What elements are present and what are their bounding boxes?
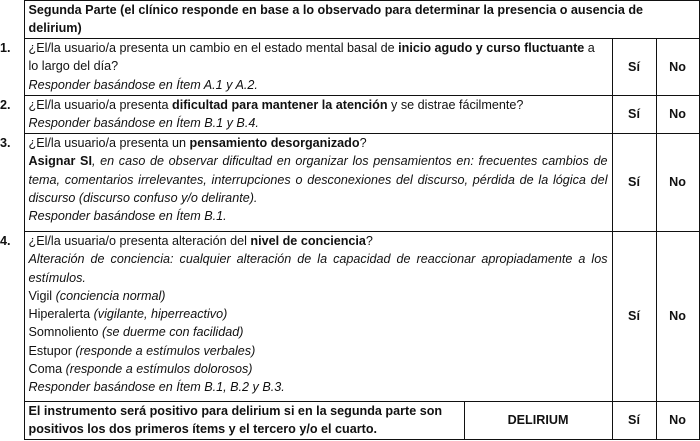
result-no-cell[interactable]: No <box>656 402 699 440</box>
question-keyword: dificultad para mantener la atención <box>172 98 388 112</box>
item-instruction: Responder basándose en Ítem B.1, B.2 y B.3. <box>28 380 285 395</box>
item-number: 4. <box>0 232 24 402</box>
assign-note: Asignar SI, en caso de observar dificultad en organizar los pensamientos en: frecuentes cambios de tema, comentarios irrelevantes, interrupciones o desconexiones del discurso, pérdida de la lógica del discurso (discurso confuso y/o delirante). <box>28 154 608 205</box>
item-instruction: Responder basándose en Ítem A.1 y A.2. <box>28 77 258 92</box>
answer-yes-cell[interactable]: Sí <box>612 134 656 232</box>
answer-no-cell[interactable]: No <box>656 96 699 134</box>
level-vigil: Vigil (conciencia normal) <box>28 288 166 303</box>
answer-no-cell[interactable]: No <box>656 134 699 232</box>
level-estupor: Estupor (responde a estímulos verbales) <box>28 343 256 358</box>
delirium-label: DELIRIUM <box>464 402 612 440</box>
item-instruction: Responder basándose en Ítem B.1. <box>28 209 227 224</box>
question-row-3 <box>0 134 699 232</box>
result-row <box>0 402 699 440</box>
header-row <box>0 1 699 39</box>
question-row-4 <box>0 232 699 402</box>
question-keyword: nivel de conciencia <box>250 234 366 248</box>
question-cell: ¿El/la usuario/a presenta un cambio en el estado mental basal de inicio agudo y curso fluctuante a lo largo del día? Responder basándose en Ítem A.1 y A.2. <box>24 39 612 96</box>
item-instruction: Responder basándose en Ítem B.1 y B.4. <box>28 116 259 131</box>
item-number: 1. <box>0 39 24 96</box>
question-row-1 <box>0 39 699 96</box>
item-number: 2. <box>0 96 24 134</box>
question-cell: ¿El/la usuario/a presenta dificultad para mantener la atención y se distrae fácilmente? Responder basándose en Ítem B.1 y B.4. <box>24 96 612 134</box>
consciousness-definition: Alteración de conciencia: cualquier alteración de la capacidad de reaccionar apropiadamente a los estímulos. <box>28 252 608 285</box>
question-cell: ¿El/la usuario/a presenta un pensamiento desorganizado? Asignar SI, en caso de observar dificultad en organizar los pensamientos en: frecuentes cambios de tema, comentarios irrelevantes, interrupciones o desconexiones del discurso, pérdida de la lógica del discurso (discurso confuso y/o delirante). Responder basándose en Ítem B.1. <box>24 134 612 232</box>
level-hiperalerta: Hiperalerta (vigilante, hiperreactivo) <box>28 307 228 322</box>
level-coma: Coma (responde a estímulos dolorosos) <box>28 362 253 377</box>
section-title: Segunda Parte (el clínico responde en base a lo observado para determinar la presencia o ausencia de delirium) <box>24 1 699 39</box>
result-rule: El instrumento será positivo para delirium si en la segunda parte son positivos los dos primeros ítems y el tercero y/o el cuarto. <box>24 402 464 440</box>
answer-no-cell[interactable]: No <box>656 232 699 402</box>
level-somnoliento: Somnoliento (se duerme con facilidad) <box>28 325 244 340</box>
result-yes-cell[interactable]: Sí <box>612 402 656 440</box>
question-cell: ¿El/la usuaria/o presenta alteración del nivel de conciencia? Alteración de conciencia: cualquier alteración de la capacidad de reaccionar apropiadamente a los estímulos. Vigil (conciencia normal) Hiperalerta (vigilante, hiperreactivo) Somnoliento (se duerme con facilidad) Estupor (responde a estímulos verbales) Coma (responde a estímulos dolorosos) Responder basándose en Ítem B.1, B.2 y B.3. <box>24 232 612 402</box>
answer-yes-cell[interactable]: Sí <box>612 96 656 134</box>
question-row-2 <box>0 96 699 134</box>
item-number: 3. <box>0 134 24 232</box>
question-keyword: inicio agudo y curso fluctuante <box>398 41 585 55</box>
answer-yes-cell[interactable]: Sí <box>612 232 656 402</box>
answer-no-cell[interactable]: No <box>656 39 699 96</box>
answer-yes-cell[interactable]: Sí <box>612 39 656 96</box>
question-keyword: pensamiento desorganizado <box>189 136 360 150</box>
